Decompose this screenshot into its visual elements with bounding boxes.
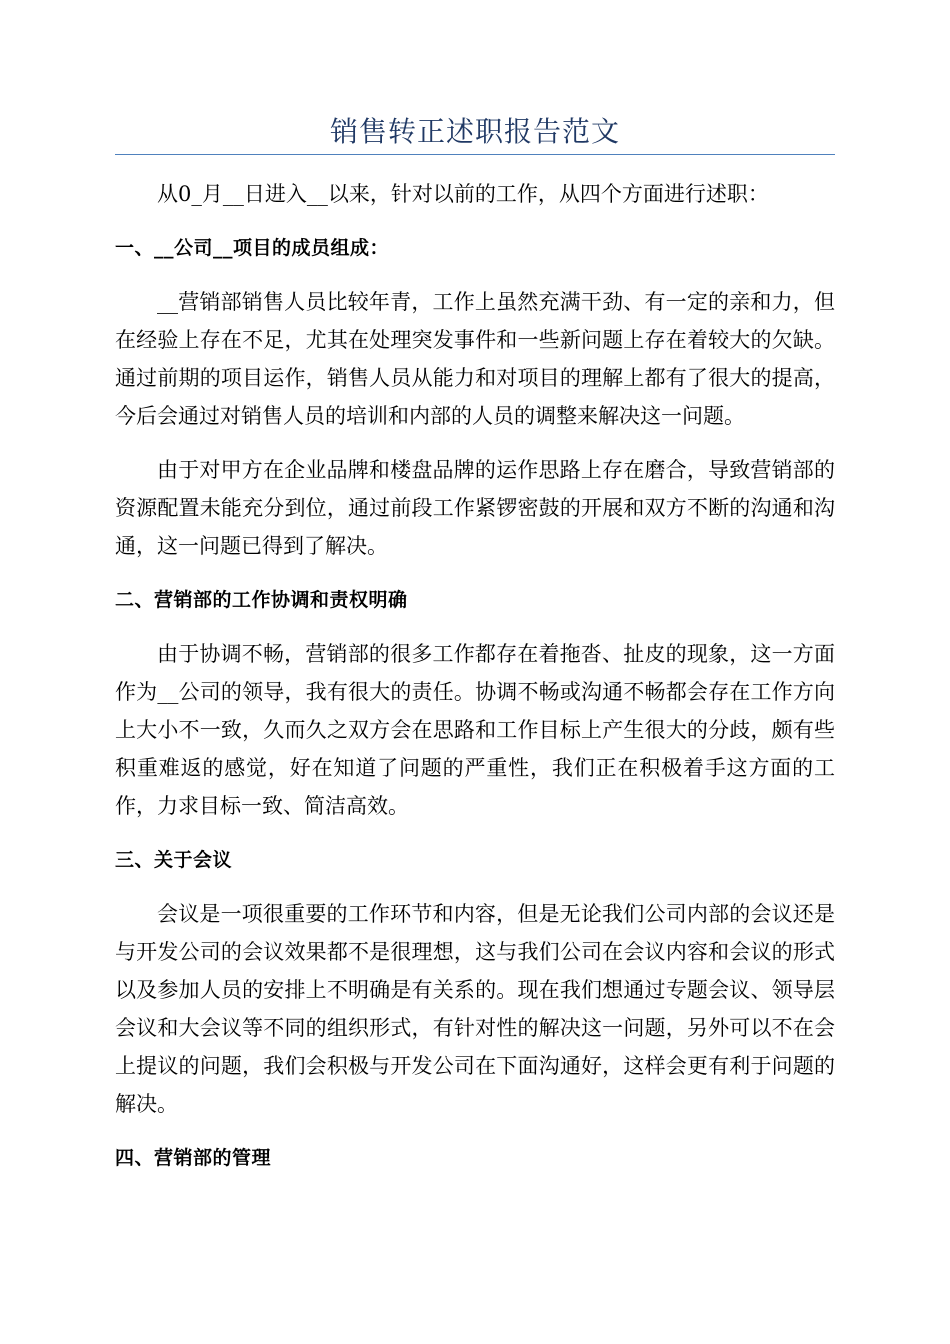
document-body: [115, 175, 835, 1193]
section-3-paragraph-1: 会议是一项很重要的工作环节和内容，但是无论我们公司内部的会议还是与开发公司的会议效果都不是很理想，这与我们公司在会议内容和会议的形式以及参加人员的安排上不明确是有关系的。现在我们想通过专题会议、领导层会议和大会议等不同的组织形式，有针对性的解决这一问题，另外可以不在会上提议的问题，我们会积极与开发公司在下面沟通好，这样会更有利于问题的解决。: [115, 902, 835, 1116]
section-2-paragraph-1: 由于协调不畅，营销部的很多工作都存在着拖沓、扯皮的现象，这一方面作为__公司的领导，我有很大的责任。协调不畅或沟通不畅都会存在工作方向上大小不一致，久而久之双方会在思路和工作目标上产生很大的分歧，颇有些积重难返的感觉，好在知道了问题的严重性，我们正在积极着手这方面的工作，力求目标一致、简洁高效。: [115, 642, 835, 818]
title-underline: [115, 154, 835, 155]
intro-paragraph: 从0_月__日进入__以来，针对以前的工作，从四个方面进行述职：: [157, 182, 769, 206]
document-title: 销售转正述职报告范文: [329, 115, 620, 148]
section-1-paragraph-1: __营销部销售人员比较年青，工作上虽然充满干劲、有一定的亲和力，但在经验上存在不足，尤其在处理突发事件和一些新问题上存在着较大的欠缺。通过前期的项目运作，销售人员从能力和对项目的理解上都有了很大的提高，今后会通过对销售人员的培训和内部的人员的调整来解决这一问题。: [115, 290, 835, 428]
section-heading-1: 一、__公司__项目的成员组成：: [115, 237, 390, 259]
section-heading-3: 三、关于会议: [115, 849, 233, 871]
section-heading-4: 四、营销部的管理: [115, 1147, 272, 1169]
section-1-paragraph-2: 由于对甲方在企业品牌和楼盘品牌的运作思路上存在磨合，导致营销部的资源配置未能充分到位，通过前段工作紧锣密鼓的开展和双方不断的沟通和沟通，这一问题已得到了解决。: [115, 458, 835, 558]
section-heading-2: 二、营销部的工作协调和责权明确: [115, 589, 408, 611]
